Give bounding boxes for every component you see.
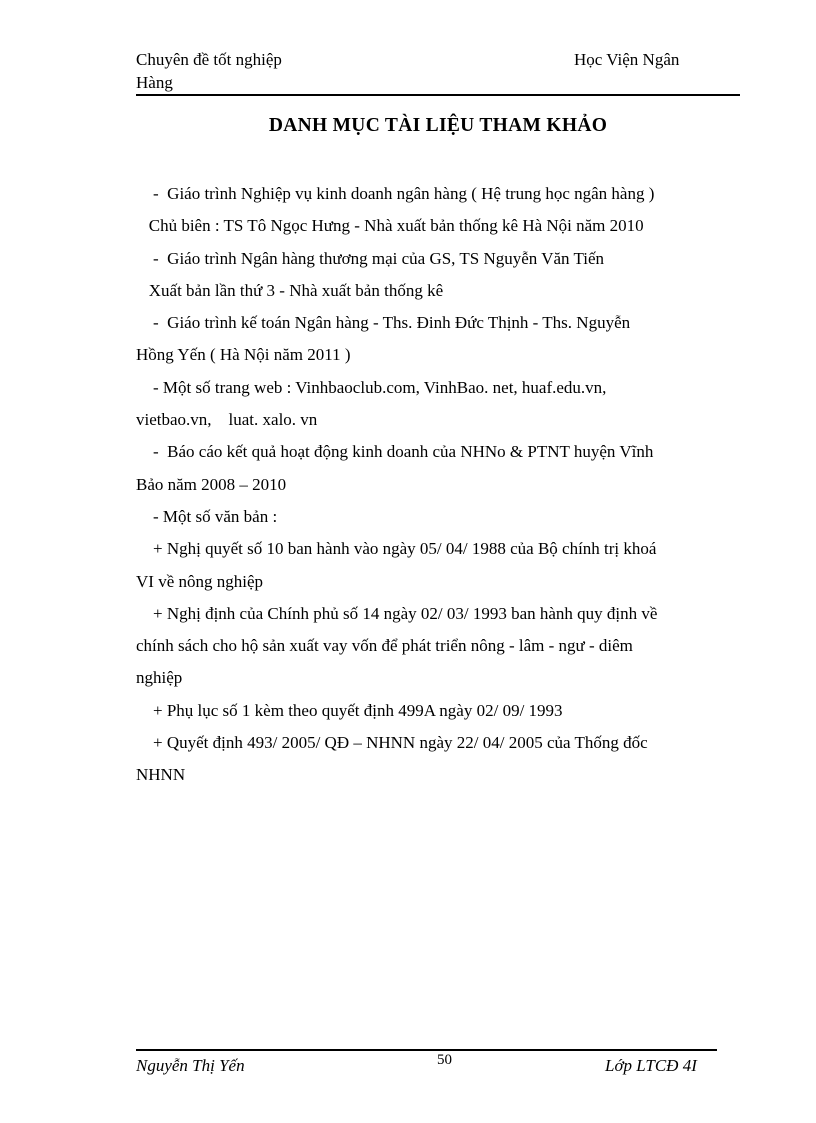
footer-divider — [136, 1049, 717, 1051]
page-number: 50 — [437, 1052, 452, 1068]
header-left — [136, 48, 336, 94]
reference-line: + Nghị định của Chính phủ số 14 ngày 02/ 03/ 1993 ban hành quy định về — [136, 603, 658, 623]
reference-line: - Báo cáo kết quả hoạt động kinh doanh của NHNo & PTNT huyện Vĩnh — [136, 442, 654, 462]
header-left-line1: Chuyên đề tốt nghiệp — [136, 50, 282, 69]
reference-line: NHNN — [136, 765, 186, 785]
header-left-line2: Hàng — [136, 73, 173, 92]
reference-line: - Một số trang web : Vinhbaoclub.com, VinhBao. net, huaf.edu.vn, — [136, 377, 607, 397]
header-right: Học Viện Ngân — [574, 50, 680, 69]
page-header — [136, 48, 740, 96]
reference-line: Hồng Yến ( Hà Nội năm 2011 ) — [136, 345, 351, 365]
footer-author: Nguyễn Thị Yến — [136, 1056, 245, 1075]
reference-line: nghiệp — [136, 668, 183, 688]
reference-line: Bảo năm 2008 – 2010 — [136, 474, 287, 494]
reference-line: + Phụ lục số 1 kèm theo quyết định 499A ngày 02/ 09/ 1993 — [136, 700, 563, 720]
reference-line: - Một số văn bản : — [136, 506, 278, 526]
reference-line: + Quyết định 493/ 2005/ QĐ – NHNN ngày 22/ 04/ 2005 của Thống đốc — [136, 733, 648, 753]
reference-line: VI về nông nghiệp — [136, 571, 264, 591]
reference-line: chính sách cho hộ sản xuất vay vốn để phát triển nông - lâm - ngư - diêm — [136, 636, 633, 656]
reference-line: Xuất bản lần thứ 3 - Nhà xuất bản thống kê — [136, 280, 444, 300]
reference-line: - Giáo trình Ngân hàng thương mại của GS, TS Nguyễn Văn Tiến — [136, 248, 605, 268]
reference-line: + Nghị quyết số 10 ban hành vào ngày 05/ 04/ 1988 của Bộ chính trị khoá — [136, 539, 657, 559]
footer-class: Lớp LTCĐ 4I — [605, 1056, 697, 1075]
reference-line: - Giáo trình Nghiệp vụ kinh doanh ngân hàng ( Hệ trung học ngân hàng ) — [136, 184, 655, 203]
reference-line: Chủ biên : TS Tô Ngọc Hưng - Nhà xuất bản thống kê Hà Nội năm 2010 — [136, 216, 644, 236]
reference-list — [136, 178, 740, 792]
page-title: DANH MỤC TÀI LIỆU THAM KHẢO — [268, 115, 608, 136]
reference-line: vietbao.vn, luat. xalo. vn — [136, 410, 318, 430]
reference-line: - Giáo trình kế toán Ngân hàng - Ths. Đinh Đức Thịnh - Ths. Nguyễn — [136, 313, 631, 333]
